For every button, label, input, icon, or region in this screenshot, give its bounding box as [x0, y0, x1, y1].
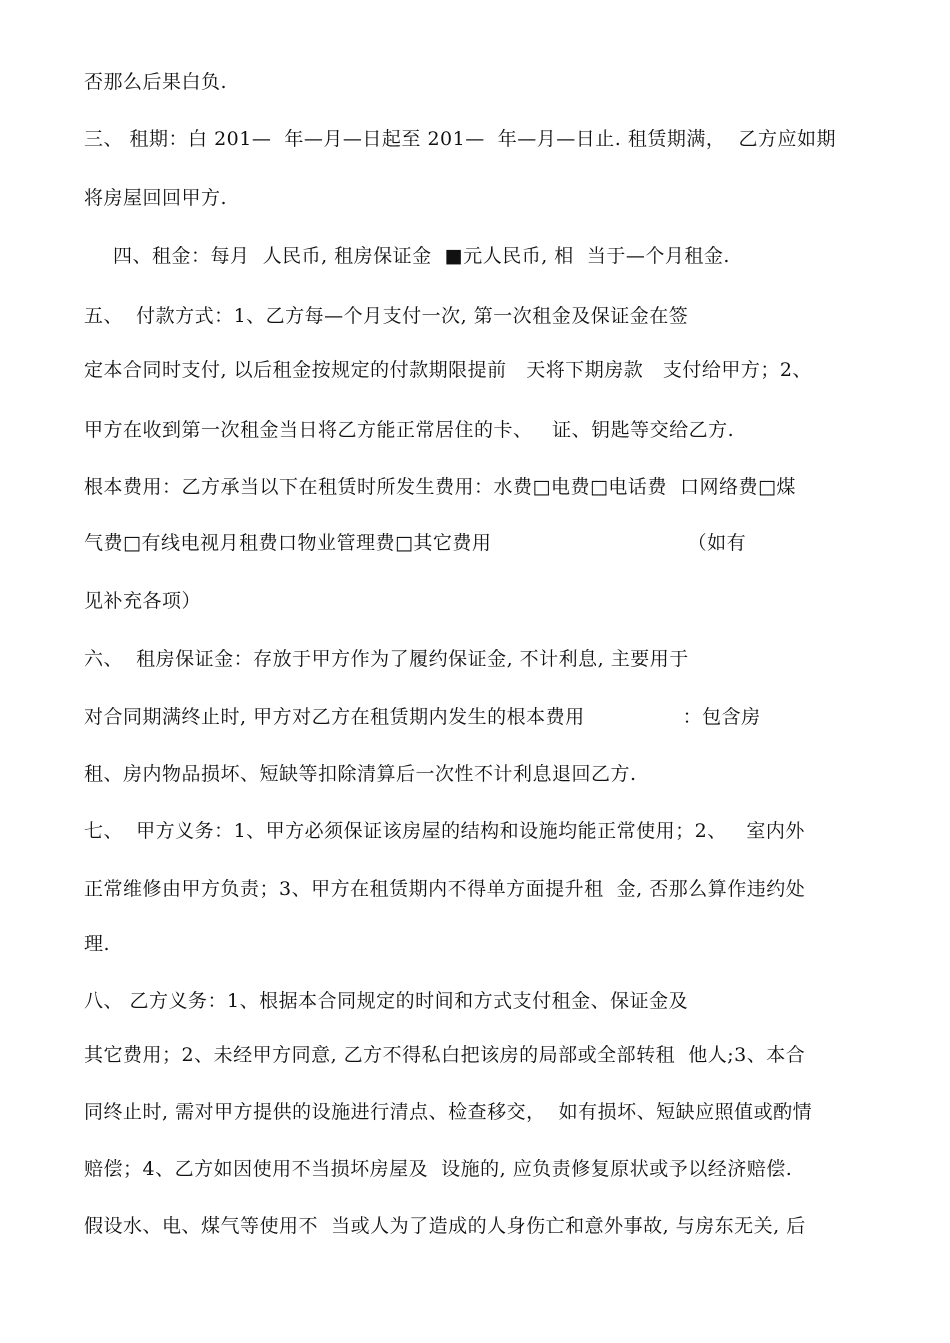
- text-line: 五、 付款方式：1、乙方每—个月支付一次, 第一次租金及保证金在签: [84, 305, 689, 327]
- text-line: 理.: [84, 933, 111, 955]
- text-line: 否那么后果白负.: [84, 71, 228, 93]
- text-line: 甲方在收到第一次租金当日将乙方能正常居住的卡、 证、钥匙等交给乙方.: [84, 419, 735, 441]
- text-line: 六、 租房保证金：存放于甲方作为了履约保证金, 不计利息, 主要用于: [84, 648, 689, 670]
- text-line: 对合同期满终止时, 甲方对乙方在租赁期内发生的根本费用 ：包含房: [84, 706, 761, 728]
- text-line: 租、房内物品损坏、短缺等扣除清算后一次性不计利息退回乙方.: [84, 763, 637, 785]
- text-line: 定本合同时支付, 以后租金按规定的付款期限提前 天将下期房款 支付给甲方；2、: [84, 359, 812, 381]
- text-line: 其它费用；2、未经甲方同意, 乙方不得私白把该房的局部或全部转租 他人;3、本合: [84, 1044, 806, 1066]
- text-line: 正常维修由甲方负责；3、甲方在租赁期内不得单方面提升租 金, 否那么算作违约处: [84, 878, 806, 900]
- text-line: 三、 租期：白 201— 年—月—日起至 201— 年—月—日止. 租赁期满， 乙方应如期: [84, 128, 836, 150]
- text-line: 同终止时, 需对甲方提供的设施进行清点、检查移交， 如有损坏、短缺应照值或酌情: [84, 1101, 813, 1123]
- text-line: 四、租金：每月 人民币, 租房保证金 ■元人民币, 相 当于—个月租金.: [113, 245, 730, 267]
- text-line: 气费□有线电视月租费口物业管理费□其它费用 （如有: [84, 532, 747, 554]
- text-line: 八、 乙方义务：1、根据本合同规定的时间和方式支付租金、保证金及: [84, 990, 689, 1012]
- text-line: 见补充各项）: [84, 590, 202, 612]
- text-line: 赔偿；4、乙方如因使用不当损坏房屋及 设施的, 应负责修复原状或予以经济赔偿.: [84, 1158, 793, 1180]
- text-line: 七、 甲方义务：1、甲方必须保证该房屋的结构和设施均能正常使用；2、 室内外: [84, 820, 805, 842]
- text-line: 将房屋回回甲方.: [84, 187, 228, 209]
- text-line: 根本费用：乙方承当以下在租赁时所发生费用：水费□电费□电话费 口网络费□煤: [84, 476, 796, 498]
- text-line: 假设水、电、煤气等使用不 当或人为了造成的人身伤亡和意外事故, 与房东无关, 后: [84, 1215, 806, 1237]
